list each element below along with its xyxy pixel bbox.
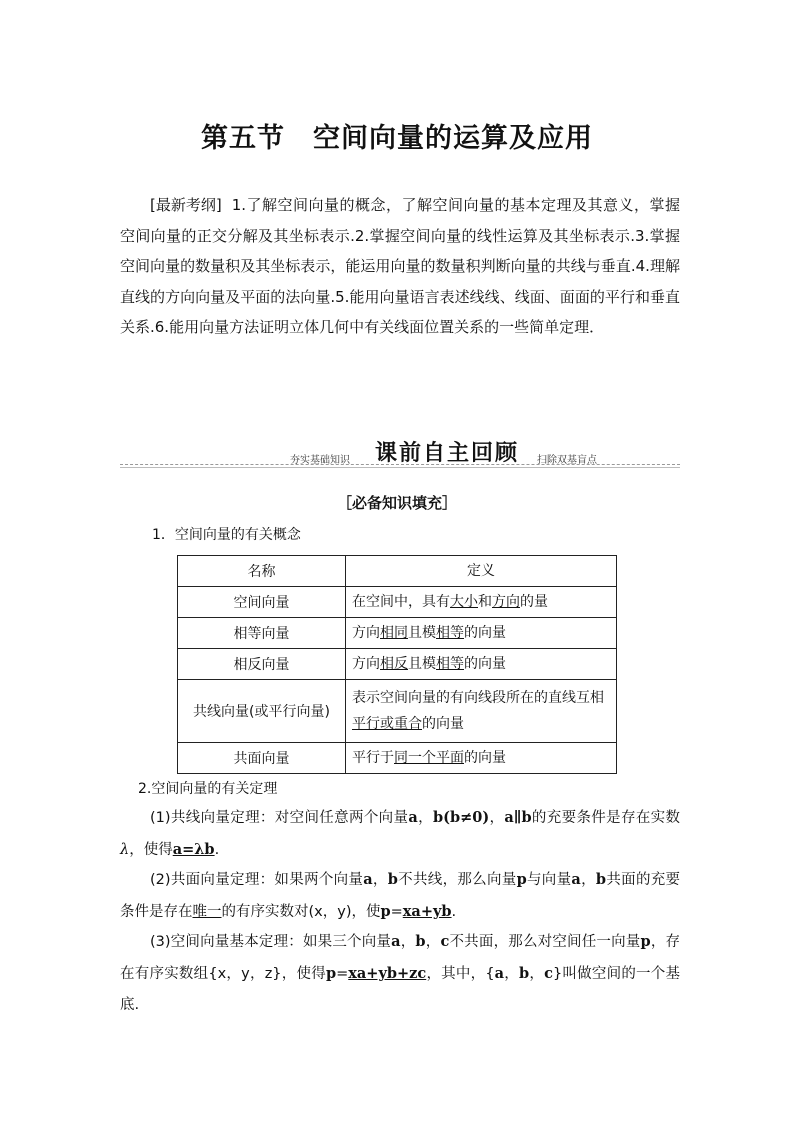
term-cell: 共面向量 — [178, 743, 346, 774]
term-cell: 相等向量 — [178, 618, 346, 649]
title-topic: 空间向量的运算及应用 — [313, 123, 593, 154]
table-row — [178, 680, 617, 743]
section-heading: ［必备知识填充］ — [336, 494, 457, 512]
definition-cell: 平行于同一个平面的向量 — [346, 743, 617, 774]
table-header-row — [178, 556, 617, 587]
blank-answer: 平行或重合 — [352, 716, 422, 732]
theorem-basis: (3)空间向量基本定理：如果三个向量a，b，c不共面，那么对空间任一向量p，存在有序实数组{x，y，z}，使得p=xa+yb+zc，其中，{a，b，c}叫做空间的一个基底. — [120, 933, 681, 1013]
theorem-coplanar: (2)共面向量定理：如果两个向量a，b不共线，那么向量p与向量a，b共面的充要条件是存在唯一的有序实数对(x，y)，使p=xa+yb. — [120, 871, 681, 920]
blank-answer: a=λb — [172, 841, 215, 858]
blank-answer: 相同 — [380, 625, 408, 641]
term-cell: 相反向量 — [178, 649, 346, 680]
blank-answer: 方向 — [492, 594, 520, 610]
page-title — [0, 116, 794, 155]
table-row — [178, 743, 617, 774]
section-banner — [120, 436, 680, 468]
table-header-name: 名称 — [178, 556, 346, 587]
table-row — [178, 649, 617, 680]
blank-answer: 同一个平面 — [394, 750, 464, 766]
table-row — [178, 587, 617, 618]
banner-divider — [120, 464, 680, 465]
syllabus-label: [最新考纲] — [150, 196, 222, 214]
banner-divider-secondary — [120, 467, 680, 468]
theorems-heading: 2.空间向量的有关定理 — [138, 781, 278, 797]
banner-left-text: 夯实基础知识 — [290, 455, 350, 466]
definition-cell: 在空间中，具有大小和方向的量 — [346, 587, 617, 618]
concepts-heading: 1．空间向量的有关概念 — [152, 527, 301, 543]
blank-answer: 相反 — [380, 656, 408, 672]
definition-cell: 表示空间向量的有向线段所在的直线互相平行或重合的向量 — [346, 680, 617, 743]
definition-cell: 方向相同且模相等的向量 — [346, 618, 617, 649]
blank-answer: 大小 — [450, 594, 478, 610]
table-row — [178, 618, 617, 649]
term-cell: 共线向量(或平行向量) — [178, 680, 346, 743]
blank-answer: xa+yb+zc — [348, 965, 427, 982]
table-header-definition: 定义 — [346, 556, 617, 587]
blank-answer: 相等 — [436, 625, 464, 641]
syllabus-paragraph — [120, 190, 680, 343]
title-section-number: 第五节 — [201, 123, 285, 154]
concepts-table — [177, 555, 617, 774]
blank-answer: 相等 — [436, 656, 464, 672]
banner-right-text: 扫除双基盲点 — [537, 455, 597, 466]
theorem-collinear: (1)共线向量定理：对空间任意两个向量a，b(b≠0)，a∥b的充要条件是存在实数λ，使得a=λb. — [120, 809, 681, 858]
definition-cell: 方向相反且模相等的向量 — [346, 649, 617, 680]
term-cell: 空间向量 — [178, 587, 346, 618]
blank-answer: xa+yb — [402, 903, 452, 920]
blank-answer: 唯一 — [192, 904, 222, 920]
syllabus-text: 1.了解空间向量的概念，了解空间向量的基本定理及其意义，掌握空间向量的正交分解及其坐标表示.2.掌握空间向量的线性运算及其坐标表示.3.掌握空间向量的数量积及其坐标表示，能运用向量的数量积判断向量的共线与垂直.4.理解直线的方向向量及平面的法向量.5.能用向量语言表述线线、线面、面面的平行和垂直关系.6.能用向量方法证明立体几何中有关线面位置关系的一些简单定理． — [120, 196, 680, 336]
banner-main-text: 课前自主回顾 — [375, 441, 520, 466]
